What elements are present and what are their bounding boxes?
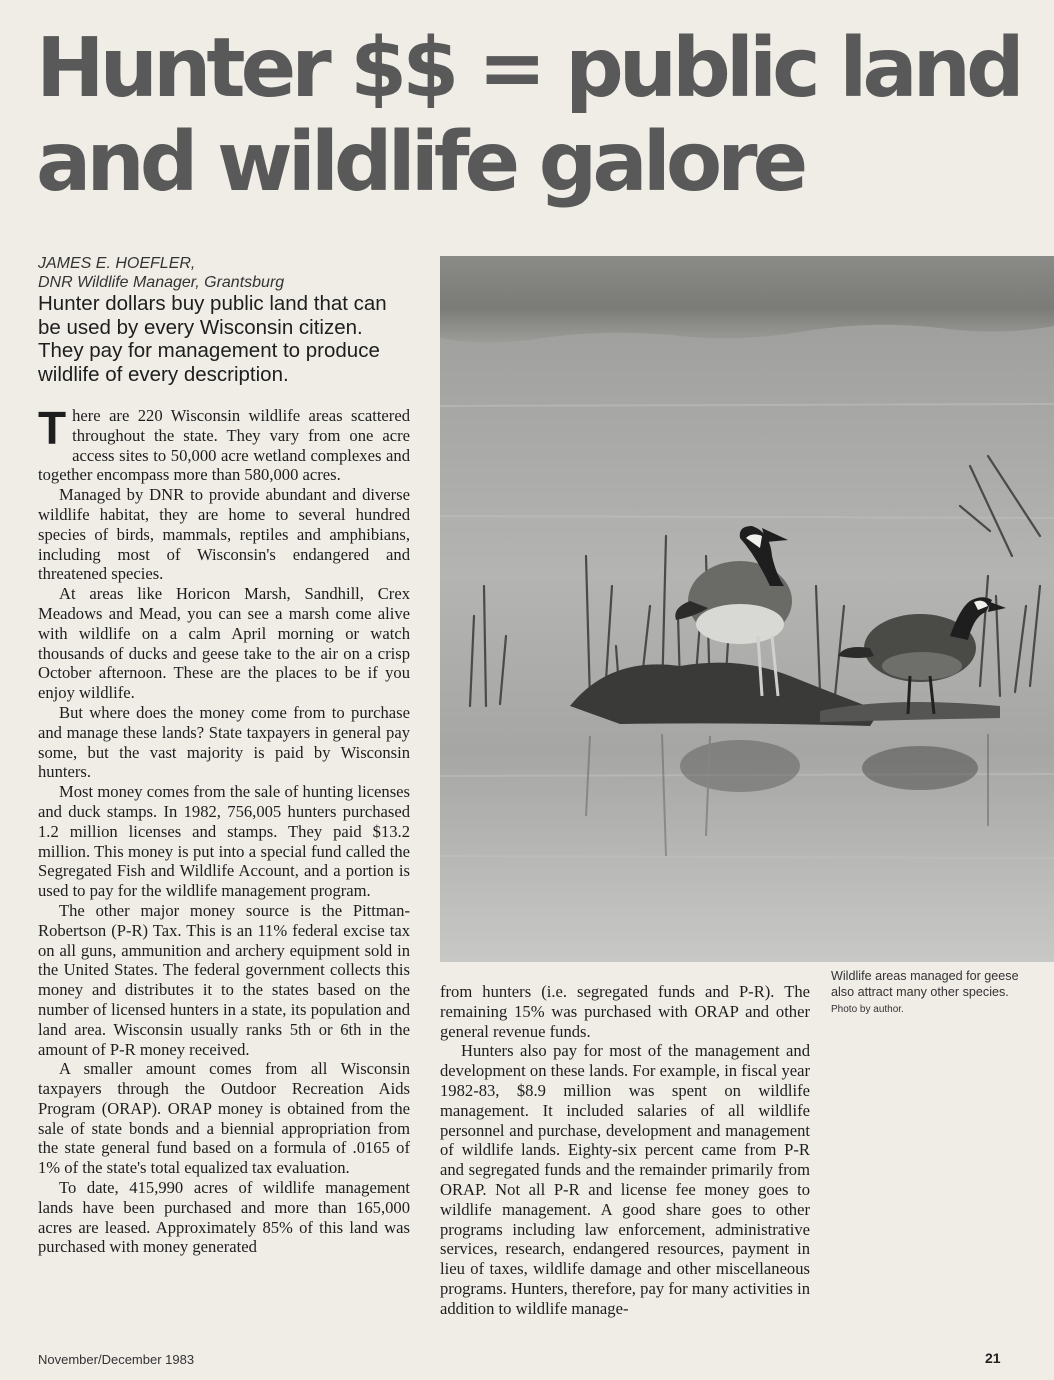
body-paragraph: A smaller amount comes from all Wisconsin taxpayers through the Outdoor Recreation Aids Program (ORAP). ORAP money is obtained from the sale of state bonds and a biennial appropriation from the state general fund based on a formula of .0165 of 1% of the state's total equalized tax evaluation. bbox=[38, 1059, 410, 1178]
photo-caption bbox=[831, 968, 1021, 1018]
body-paragraph: At areas like Horicon Marsh, Sandhill, Crex Meadows and Mead, you can see a marsh come alive with wildlife on a calm April morning or watch thousands of ducks and geese take to the air on a crisp October afternoon. These are the places to be if you enjoy wildlife. bbox=[38, 584, 410, 703]
body-paragraph: Hunters also pay for most of the management and development on these lands. For example, in fiscal year 1982-83, $8.9 million was spent on wildlife management. It included salaries of all wildlife personnel and purchase, development and management of wildlife lands. Eighty-six percent came from P-R and segregated funds and the remainder primarily from ORAP. Not all P-R and license fee money goes to wildlife management. A good share goes to other programs including law enforcement, administrative services, research, endangered resources, payment in lieu of taxes, wildlife damage and other miscellaneous programs. Hunters, therefore, pay for many activities in addition to wildlife manage- bbox=[440, 1041, 810, 1318]
issue-date: November/December 1983 bbox=[38, 1352, 195, 1367]
page-number: 21 bbox=[985, 1350, 1001, 1366]
body-paragraph: To date, 415,990 acres of wildlife management lands have been purchased and more than 165,000 acres are leased. Approximately 85% of this land was purchased with money generated bbox=[38, 1178, 410, 1257]
caption-text: Wildlife areas managed for geese also attract many other species. bbox=[831, 969, 1019, 999]
byline bbox=[38, 254, 284, 292]
body-paragraph: Managed by DNR to provide abundant and diverse wildlife habitat, they are home to several hundred species of birds, mammals, reptiles and amphibians, including most of Wisconsin's endangered and threatened species. bbox=[38, 485, 410, 584]
geese-photo-illustration bbox=[440, 256, 1054, 962]
body-paragraph: from hunters (i.e. segregated funds and P-R). The remaining 15% was purchased with ORAP and other general revenue funds. bbox=[440, 982, 810, 1041]
headline-line-2: and wildlife galore bbox=[36, 115, 804, 210]
body-paragraph: The other major money source is the Pittman-Robertson (P-R) Tax. This is an 11% federal excise tax on all guns, ammunition and archery equipment sold in the United States. The federal government collects this money and distributes it to the states based on the number of licensed hunters in a state, its population and land area. Wisconsin usually ranks 5th or 6th in the amount of P-R money received. bbox=[38, 900, 410, 1059]
drop-cap: T bbox=[38, 402, 67, 454]
author-name: JAMES E. HOEFLER, bbox=[38, 255, 196, 272]
body-paragraph: Most money comes from the sale of hunting licenses and duck stamps. In 1982, 756,005 hunters purchased 1.2 million licenses and stamps. They paid $13.2 million. This money is put into a special fund called the Segregated Fish and Wildlife Account, and a portion is used to pay for the wildlife management program. bbox=[38, 782, 410, 901]
author-role: DNR Wildlife Manager, Grantsburg bbox=[38, 274, 285, 291]
body-column-1 bbox=[38, 402, 410, 1257]
body-paragraph: But where does the money come from to purchase and manage these lands? State taxpayers in general pay some, but the vast majority is paid by Wisconsin hunters. bbox=[38, 702, 410, 782]
body-paragraph: There are 220 Wisconsin wildlife areas scattered throughout the state. They vary from one acre access sites to 50,000 acre wetland complexes and together encompass more than 580,000 acres. bbox=[38, 402, 410, 485]
headline bbox=[36, 22, 1036, 210]
photo-credit: Photo by author. bbox=[831, 1004, 904, 1015]
deck-summary: Hunter dollars buy public land that can be used by every Wisconsin citizen. They pay for management to produce wildlife of every description. bbox=[38, 292, 387, 386]
headline-line-1: Hunter $$ = public land bbox=[36, 21, 1020, 116]
geese-photo bbox=[440, 256, 1054, 962]
body-column-2 bbox=[440, 982, 810, 1319]
